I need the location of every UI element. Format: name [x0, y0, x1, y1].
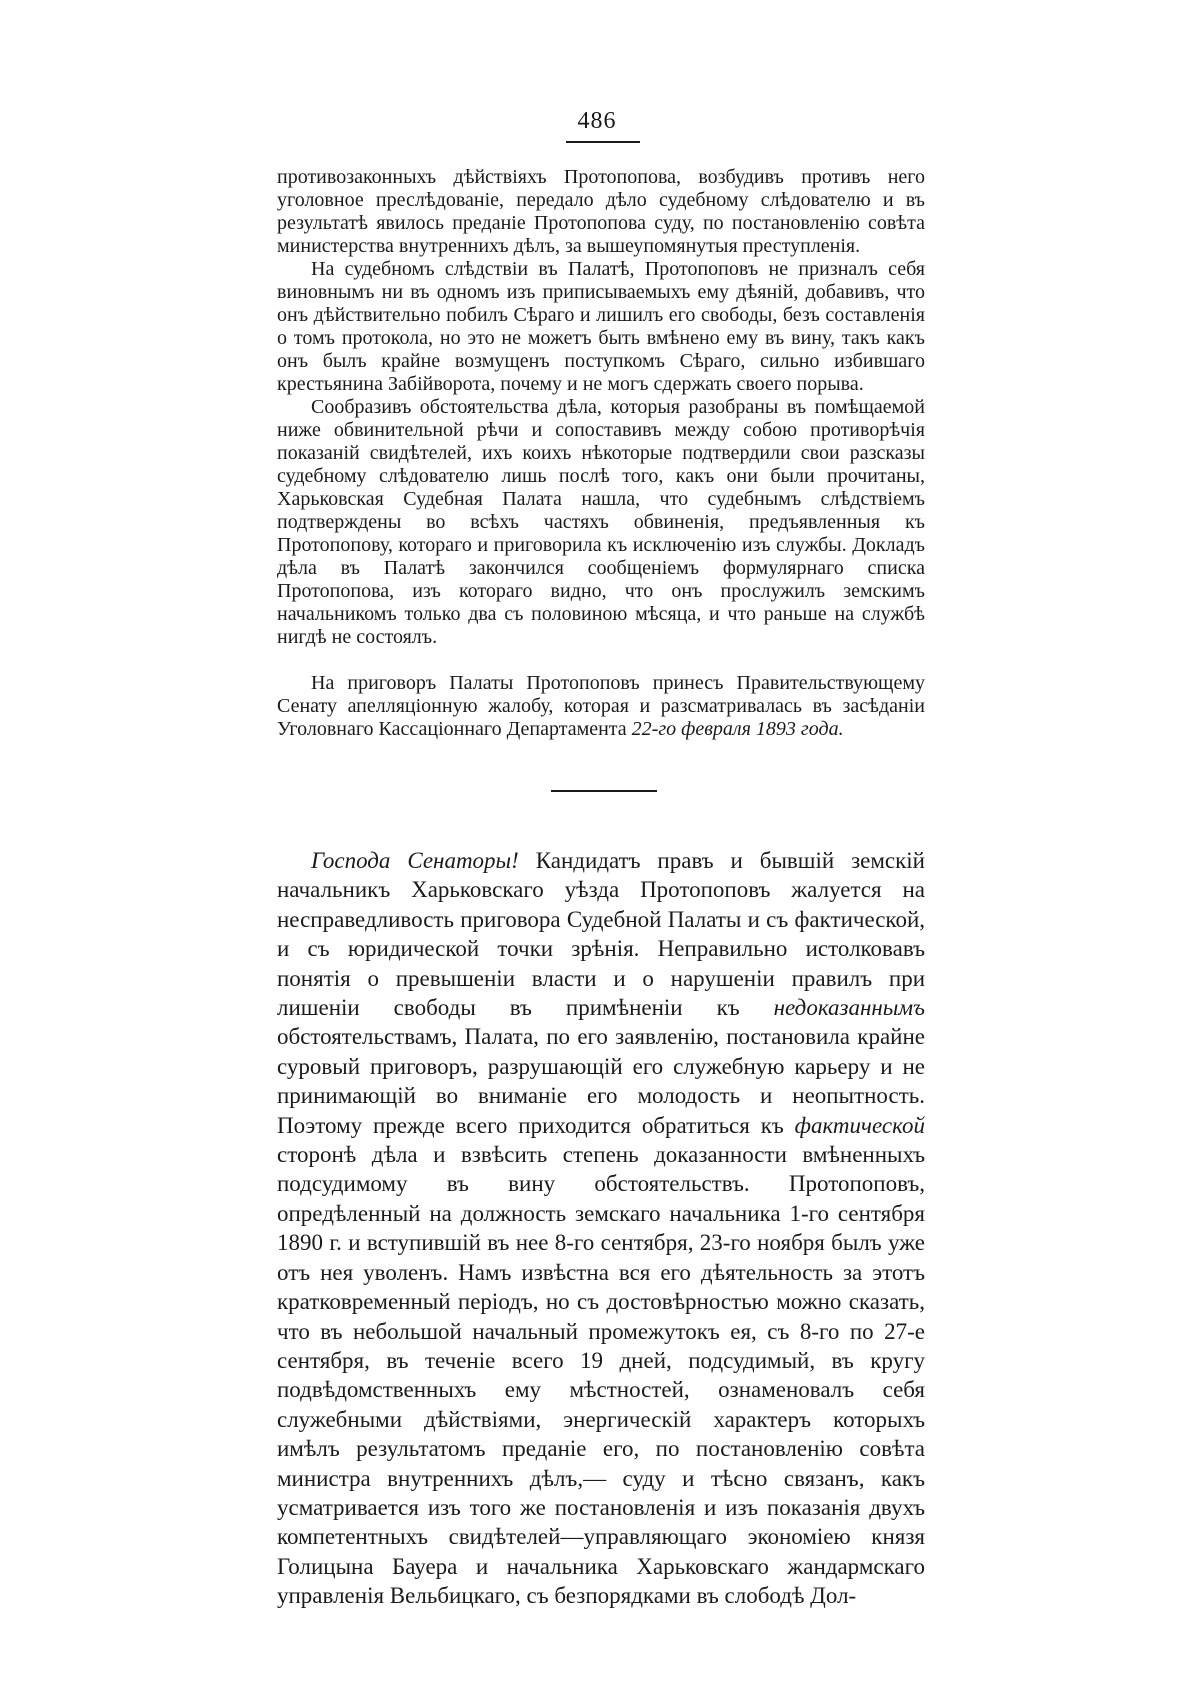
speech-paragraph — [277, 846, 925, 1611]
speech-emphasis-2: фактической — [794, 1112, 926, 1138]
appeal-date: 22-го февраля 1893 года. — [631, 718, 844, 740]
speech-text-1: Кандидатъ правъ и бывшій земскій начальникъ Харьковскаго уѣзда Протопоповъ жалуется на несправедливость приговора Судебной Палаты и съ фактической, и съ юридической точки зрѣнія. Неправильно истолковавъ понятія о превышеніи власти и о нарушеніи правилъ при лишеніи свободы въ примѣненіи къ — [277, 848, 925, 1021]
page-number-rule — [566, 141, 640, 143]
case-summary — [277, 166, 925, 649]
speech-emphasis-1: недоказаннымъ — [773, 995, 925, 1021]
appeal-paragraph — [277, 672, 925, 741]
summary-paragraph-1: противозаконныхъ дѣйствіяхъ Протопопова, возбудивъ противъ него уголовное преслѣдованіе, передало дѣло судебному слѣдователю и въ результатѣ явилось преданіе Протопопова суду, по постановленію совѣта министерства внутреннихъ дѣлъ, за вышеупомянутыя преступленія. — [277, 166, 925, 257]
appeal-text-block — [277, 672, 925, 741]
speech-text-2: обстоятельствамъ, Палата, по его заявленію, постановила крайне суровый приговоръ, разрушающій его служебную карьеру и не принимающій во вниманіе его молодость и неопытность. Поэтому прежде всего приходится обратиться къ — [277, 1024, 925, 1138]
page-number: 486 — [577, 108, 617, 134]
summary-paragraph-3: Сообразивъ обстоятельства дѣла, которыя разобраны въ помѣщаемой ниже обвинительной рѣчи и сопоставивъ между собою противорѣчія показаній свидѣтелей, ихъ коихъ нѣкоторые подтвердили свои разсказы судебному слѣдователю лишь послѣ того, какъ они были прочитаны, Харьковская Судебная Палата нашла, что судебнымъ слѣдствіемъ подтверждены во всѣхъ частяхъ обвиненія, предъявленныя къ Протопопову, котораго и приговорила къ исключенію изъ службы. Докладъ дѣла въ Палатѣ закончился сообщеніемъ формулярнаго списка Протопопова, изъ котораго видно, что онъ прослужилъ земскимъ начальникомъ только два съ половиною мѣсяца, и что раньше на службѣ нигдѣ не состоялъ. — [277, 396, 925, 648]
speech-text-3: сторонѣ дѣла и взвѣсить степень доказанности вмѣненныхъ подсудимому въ вину обстоятельствъ. Протопоповъ, опредѣленный на должность земскаго начальника 1-го сентября 1890 г. и вступившій въ нее 8-го сентября, 23-го ноября былъ уже отъ нея уволенъ. Намъ извѣстна вся его дѣятельность за этотъ кратковременный періодъ, но съ достовѣрностью можно сказать, что въ небольшой начальный промежутокъ ея, съ 8-го по 27-е сентября, въ теченіе всего 19 дней, подсудимый, въ кругу подвѣдомственныхъ ему мѣстностей, ознаменовалъ себя служебными дѣйствіями, энергическій характеръ которыхъ имѣлъ результатомъ преданіе его, по постановленію совѣта министра внутреннихъ дѣлъ,— суду и тѣсно связанъ, какъ усматривается изъ того же постановленія и изъ показанія двухъ компетентныхъ свидѣтелей—управляющаго экономіею князя Голицына Бауера и начальника Харьковскаго жандармскаго управленія Вельбицкаго, съ безпорядками въ слободѣ Дол- — [277, 1142, 925, 1609]
summary-paragraph-2: На судебномъ слѣдствіи въ Палатѣ, Протопоповъ не призналъ себя виновнымъ ни въ одномъ изъ приписываемыхъ ему дѣяній, добавивъ, что онъ дѣйствительно побилъ Сѣраго и лишилъ его свободы, безъ составленія о томъ протокола, но это не можетъ быть вмѣнено ему въ вину, такъ какъ онъ былъ крайне возмущенъ поступкомъ Сѣраго, сильно избившаго крестьянина Забійворота, почему и не могъ сдержать своего порыва. — [277, 258, 925, 395]
section-divider — [551, 790, 657, 792]
appeal-text: На приговоръ Палаты Протопоповъ принесъ Правительствующему Сенату апелляціонную жалобу, которая и разсматривалась въ засѣданіи Уголовнаго Кассаціоннаго Департамента — [277, 672, 925, 740]
speech-address: Господа Сенаторы! — [311, 848, 519, 873]
prosecutor-speech — [277, 846, 925, 1611]
